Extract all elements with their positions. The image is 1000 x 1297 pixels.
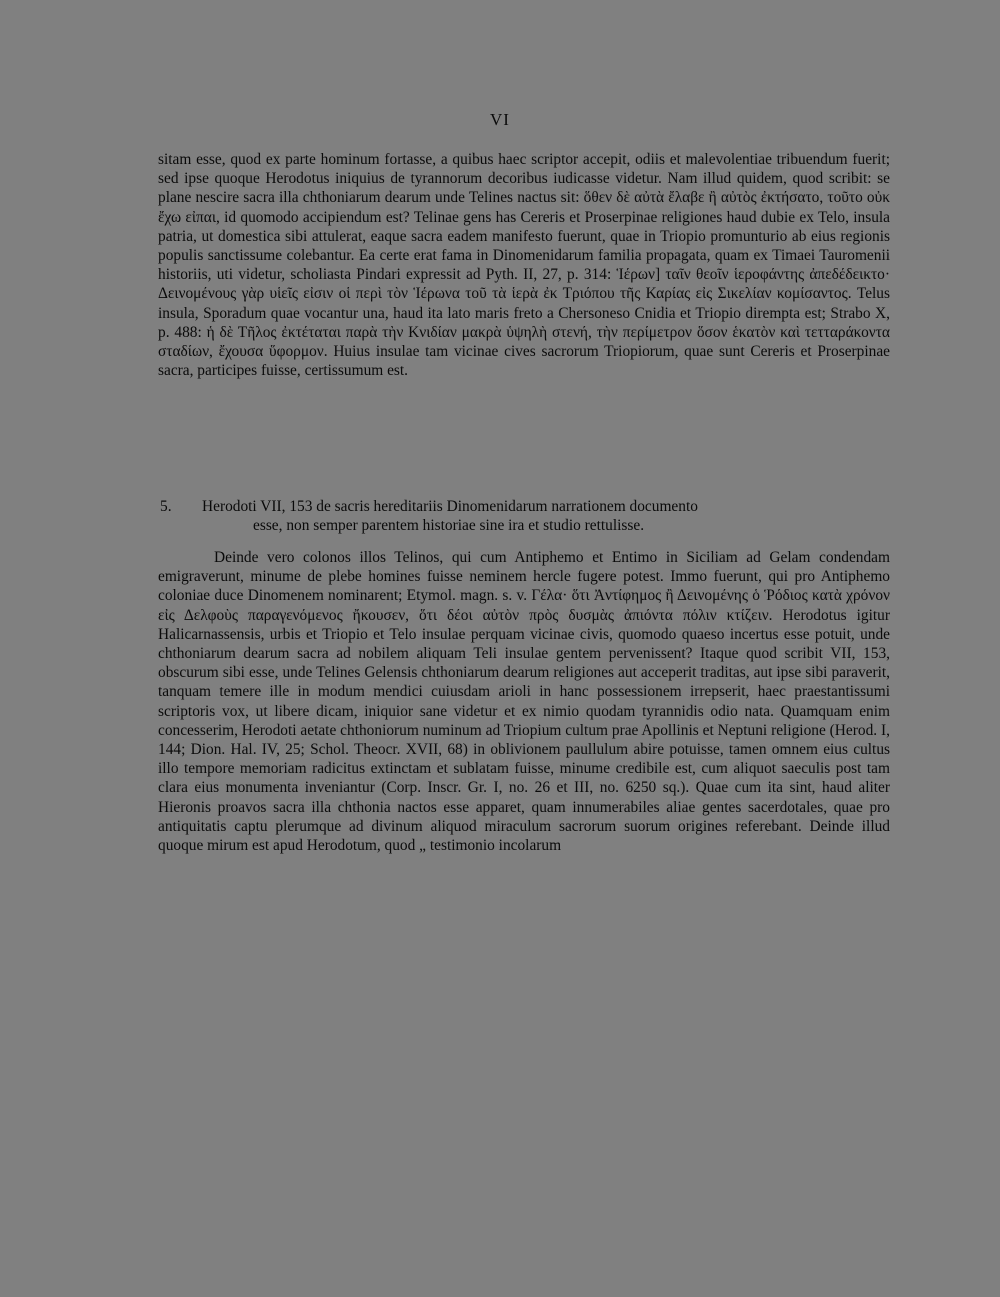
- page-number: VI: [490, 110, 510, 129]
- section-number: 5.: [160, 498, 172, 515]
- section-heading-line1: Herodoti VII, 153 de sacris hereditariis Dinomenidarum narrationem documento: [202, 498, 698, 515]
- paragraph-text: sitam esse, quod ex parte hominum fortasse, a quibus haec scriptor accepit, odiis et malevolentiae tribuendum fuerit; sed ipse quoque Herodotus iniquius de tyrannorum decoribus iudicasse videtur. Nam illud quidem, quod scribit: se plane nescire sacra illa chthoniarum dearum unde Telines nactus sit: ὅθεν δὲ αὐτὰ ἔλαβε ἢ αὐτὸς ἐκτήσατο, τοῦτο οὐκ ἔχω εἰπαι, id quomodo accipiendum est? Telinae gens has Cereris et Proserpinae religiones haud dubie ex Telo, insula patria, ut domestica sibi attulerat, eaque sacra eadem manifesto fuerunt, quae in Triopio promunturio ab eius regionis populis sanctissume colebantur. Ea certe erat fama in Dinomenidarum familia propagata, quam ex Timaei Tauromenii historiis, uti videtur, scholiasta Pindari expressit ad Pyth. II, 27, p. 314: Ἱέρων] ταῖν θεοῖν ἱεροφάντης ἀπεδέδεικτο· Δεινομένους γὰρ υἱεῖς εἰσιν οἱ περὶ τὸν Ἱέρωνα τοῦ τὰ ἱερὰ ἐκ Τριόπου τῆς Καρίας εἰς Σικελίαν κομίσαντος. Telus insula, Sporadum quae vocantur una, haud ita lato maris freto a Chersoneso Cnidia et Triopio dirempta est; Strabo X, p. 488: ἡ δὲ Τῆλος ἐκτέταται παρὰ τὴν Κνιδίαν μακρὰ ὑψηλὴ στενή, τὴν περίμετρον ὅσον ἑκατὸν καὶ τετταράκοντα σταδίων, ἔχουσα ὕφορμον. Huius insulae tam vicinae cives sacrorum Triopiorum, quae sunt Cereris et Proserpinae sacra, participes fuisse, certissumum est.: [158, 151, 890, 380]
- paragraph-text: Deinde vero colonos illos Telinos, qui cum Antiphemo et Entimo in Siciliam ad Gelam condendam emigraverunt, minume de plebe homines fuisse neminem hercle fugere potest. Immo fuerunt, qui pro Antiphemo coloniae duce Dinomenem nominarent; Etymol. magn. s. v. Γέλα· ὅτι Ἀντίφημος ἢ Δεινομένης ὁ Ῥόδιος κατὰ χρόνον εἰς Δελφοὺς παραγενόμενος ἤκουσεν, ὅτι δέοι αὐτὸν πρὸς δυσμὰς ἀπιόντα πόλιν κτίζειν. Herodotus igitur Halicarnassensis, urbis et Triopio et Telo insulae perquam vicinae civis, quomodo quaeso incertus esse potuit, unde chthoniarum dearum sacra ad nobilem aliquam Teli insulae gentem pervenissent? Itaque quod scribit VII, 153, obscurum sibi esse, unde Telines Gelensis chthoniarum dearum religiones aut acceperit traditas, aut ipse sibi paraverit, tanquam temere ille in modum mendici cuiusdam arioli in hanc possessionem irrepserit, haec praestantissumi scriptoris vox, ut libere dicam, iniquior sane videtur et ex nimio quodam tyrannidis odio nata. Quamquam enim concesserim, Herodoti aetate chthoniorum numinum ad Triopium cultum prae Apollinis et Neptuni religione (Herod. I, 144; Dion. Hal. IV, 25; Schol. Theocr. XVII, 68) in oblivionem paullulum abire potuisse, tamen omnem eius cultus illo tempore memoriam radicitus extinctam et sublatam fuisse, minume credibile est, cum aliquot saeculis post tam clara eius monumenta inveniantur (Corp. Inscr. Gr. I, no. 26 et III, no. 6250 sq.). Quae cum ita sint, haud aliter Hieronis proavos sacra illa chthonia nactos esse apparet, quam innumerabiles aliae gentes sacerdotales, quae pro antiquitatis captu plerumque ad divinum aliquod miraculum sacrorum suorum origines referebant. Deinde illud quoque mirum est apud Herodotum, quod „ testimonio incolarum: [158, 549, 890, 855]
- paragraph: [158, 150, 890, 380]
- section-heading-line2: esse, non semper parentem historiae sine ira et studio rettulisse.: [253, 517, 645, 535]
- paragraph: [158, 548, 890, 855]
- section-heading: [160, 497, 890, 535]
